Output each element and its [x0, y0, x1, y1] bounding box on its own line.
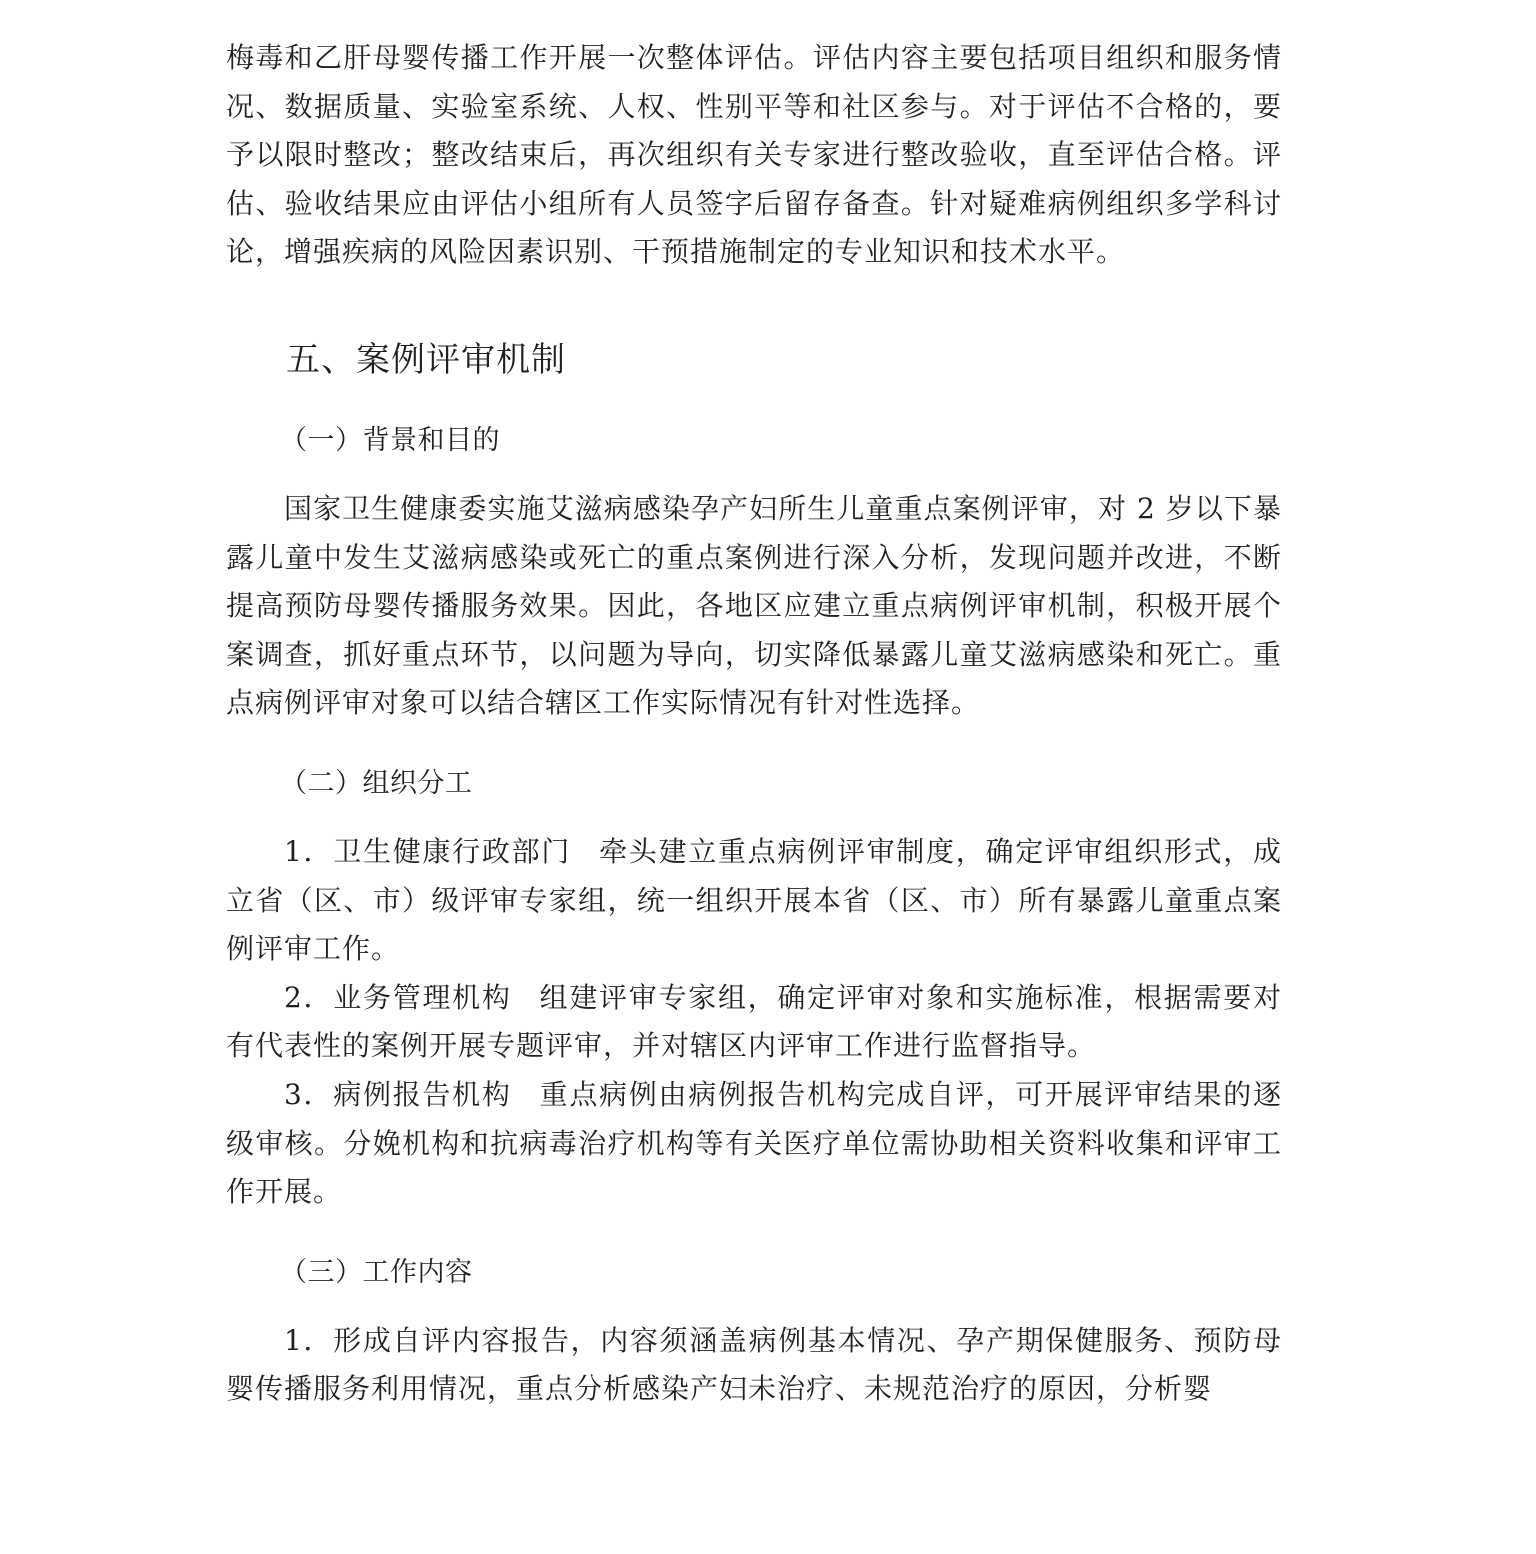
subsection-work-content-heading: （三）工作内容 — [280, 1256, 473, 1288]
organization-item-3 — [226, 1071, 1282, 1217]
work-content-item-1: 1．形成自评内容报告，内容须涵盖病例基本情况、孕产期保健服务、预防母婴传播服务利用情况，重点分析感染产妇未治疗、未规范治疗的原因，分析婴 — [226, 1323, 1282, 1406]
organization-item-2 — [226, 974, 1282, 1071]
organization-item-1 — [226, 828, 1282, 974]
subsection-background-heading: （一）背景和目的 — [280, 424, 500, 456]
intro-paragraph: 梅毒和乙肝母婴传播工作开展一次整体评估。评估内容主要包括项目组织和服务情况、数据质量、实验室系统、人权、性别平等和社区参与。对于评估不合格的，要予以限时整改；整改结束后，再次组织有关专家进行整改验收，直至评估合格。评估、验收结果应由评估小组所有人员签字后留存备查。针对疑难病例组织多学科讨论，增强疾病的风险因素识别、干预措施制定的专业知识和技术水平。 — [226, 41, 1282, 269]
organization-item-2-title: 2．业务管理机构 — [284, 980, 512, 1014]
organization-item-3-text: 重点病例由病例报告机构完成自评，可开展评审结果的逐级审核。分娩机构和抗病毒治疗机构等有关医疗单位需协助相关资料收集和评审工作开展。 — [226, 1077, 1282, 1209]
organization-item-1-text: 牵头建立重点病例评审制度，确定评审组织形式，成立省（区、市）级评审专家组，统一组织开展本省（区、市）所有暴露儿童重点案例评审工作。 — [226, 834, 1282, 966]
organization-item-3-title: 3．病例报告机构 — [284, 1077, 512, 1111]
section-five-heading: 五、案例评审机制 — [286, 339, 566, 380]
document-page — [226, 34, 1282, 1414]
organization-item-1-title: 1．卫生健康行政部门 — [284, 834, 572, 868]
subsection-organization-heading: （二）组织分工 — [280, 767, 473, 799]
organization-item-2-text: 组建评审专家组，确定评审对象和实施标准，根据需要对有代表性的案例开展专题评审，并对辖区内评审工作进行监督指导。 — [226, 980, 1282, 1063]
background-paragraph: 国家卫生健康委实施艾滋病感染孕产妇所生儿童重点案例评审，对 2 岁以下暴露儿童中发生艾滋病感染或死亡的重点案例进行深入分析，发现问题并改进，不断提高预防母婴传播服务效果。因此，各地区应建立重点病例评审机制，积极开展个案调查，抓好重点环节，以问题为导向，切实降低暴露儿童艾滋病感染和死亡。重点病例评审对象可以结合辖区工作实际情况有针对性选择。 — [226, 491, 1282, 720]
